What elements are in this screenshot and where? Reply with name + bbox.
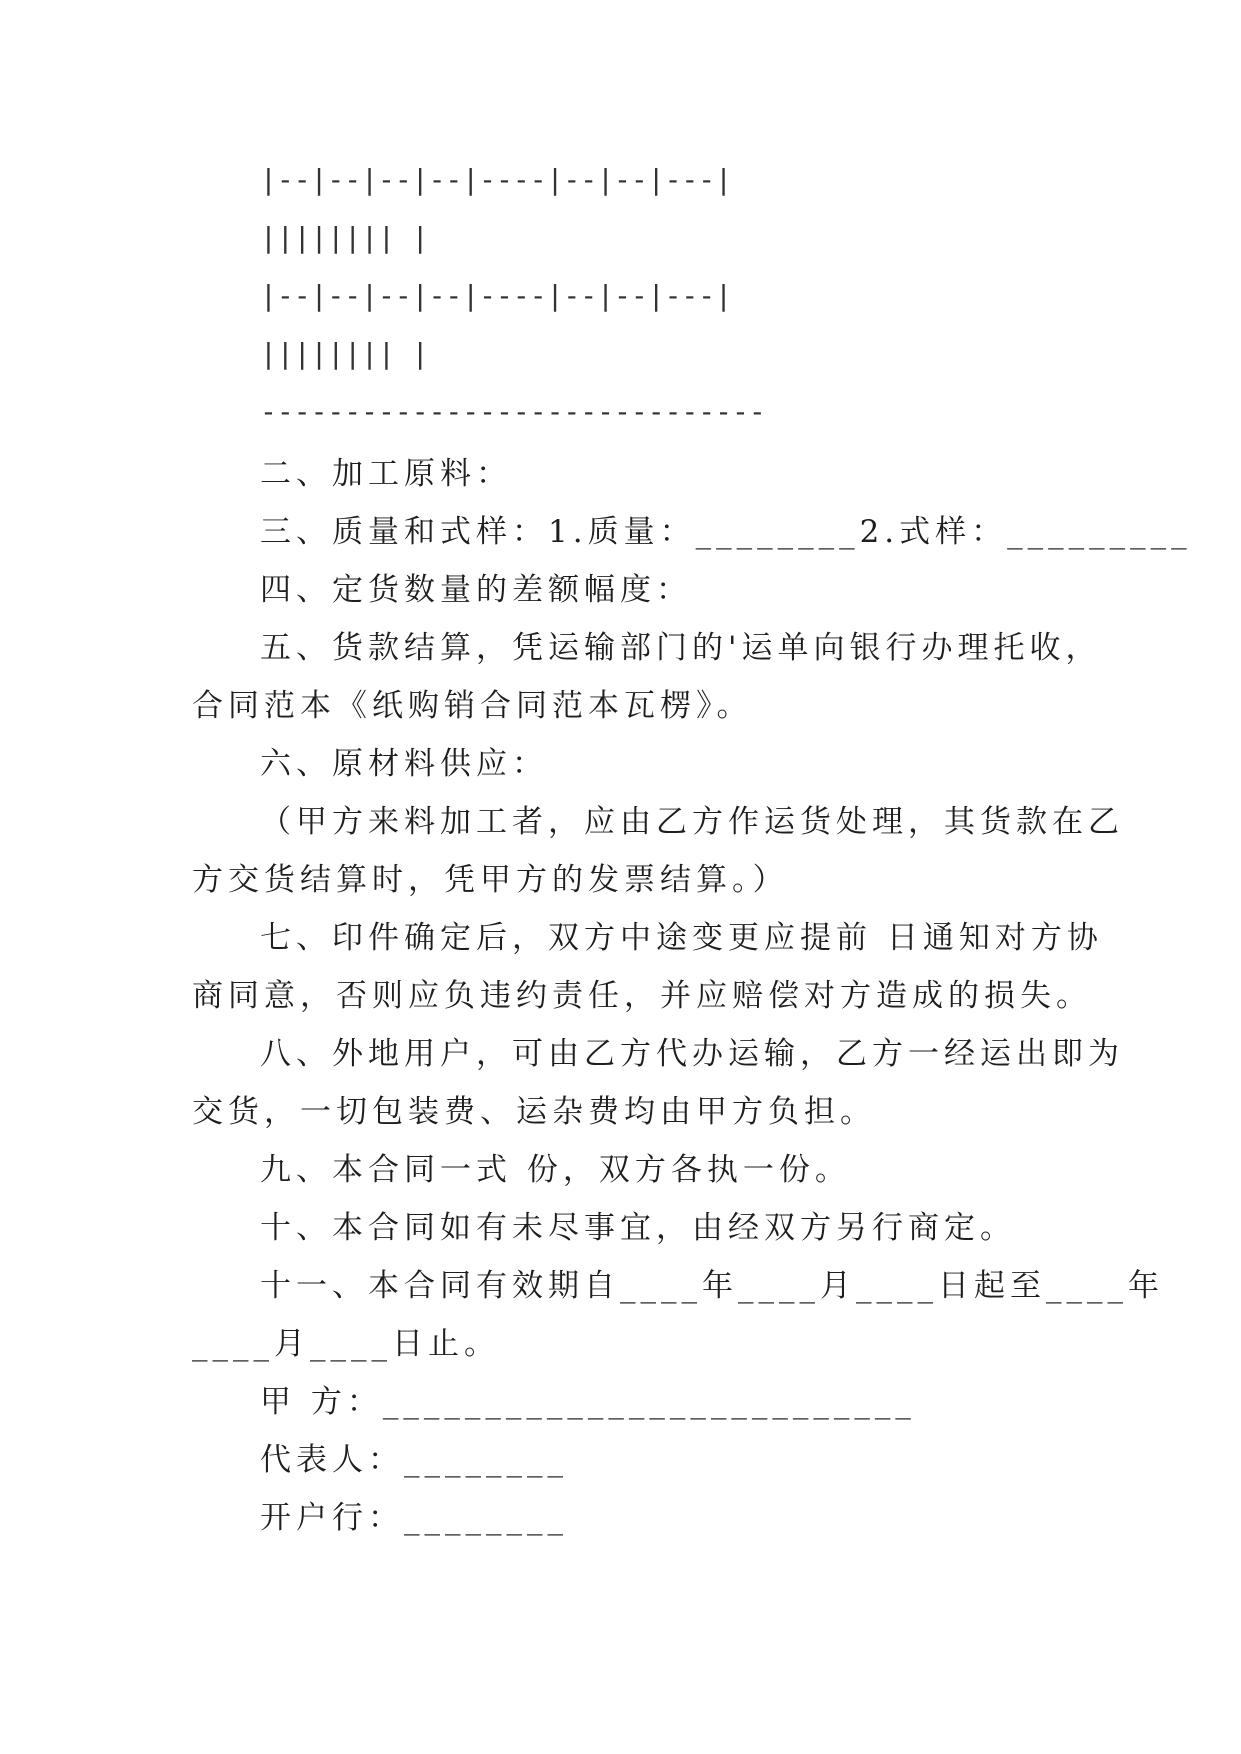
clause-6-note-line-1: （甲方来料加工者，应由乙方作运货处理，其货款在乙 [260, 804, 1124, 840]
clause-8-line-2: 交货，一切包装费、运杂费均由甲方负担。 [192, 1094, 876, 1130]
table-cell-row: |||||||| | [260, 221, 429, 254]
clause-6: 六、原材料供应： [260, 746, 548, 782]
clause-3: 三、质量和式样：1.质量：________2.式样：_________ [260, 514, 1192, 550]
signature-party-a: 甲 方：__________________________ [260, 1384, 916, 1420]
clause-2: 二、加工原料： [260, 456, 512, 492]
clause-11-line-1: 十一、本合同有效期自____年____月____日起至____年 [260, 1268, 1164, 1304]
table-cell-row: |||||||| | [260, 337, 429, 370]
signature-bank: 开户行：________ [260, 1500, 568, 1536]
table-border-row: |--|--|--|--|----|--|--|---| [260, 279, 733, 312]
clause-7-line-1: 七、印件确定后，双方中途变更应提前 日通知对方协 [260, 920, 1103, 956]
table-bottom-rule: ------------------------------ [260, 395, 766, 428]
clause-4: 四、定货数量的差额幅度： [260, 572, 692, 608]
table-border-row: |--|--|--|--|----|--|--|---| [260, 163, 733, 196]
clause-7-line-2: 商同意，否则应负违约责任，并应赔偿对方造成的损失。 [192, 978, 1092, 1014]
clause-8-line-1: 八、外地用户，可由乙方代办运输，乙方一经运出即为 [260, 1036, 1124, 1072]
signature-representative: 代表人：________ [260, 1442, 568, 1478]
clause-10: 十、本合同如有未尽事宜，由经双方另行商定。 [260, 1210, 1016, 1246]
clause-11-line-2: ____月____日止。 [192, 1326, 500, 1362]
clause-5-line-1: 五、货款结算，凭运输部门的'运单向银行办理托收， [260, 630, 1102, 666]
clause-5-line-2: 合同范本《纸购销合同范本瓦楞》。 [192, 688, 753, 724]
clause-9: 九、本合同一式 份，双方各执一份。 [260, 1152, 851, 1188]
clause-6-note-line-2: 方交货结算时，凭甲方的发票结算。） [192, 862, 789, 898]
